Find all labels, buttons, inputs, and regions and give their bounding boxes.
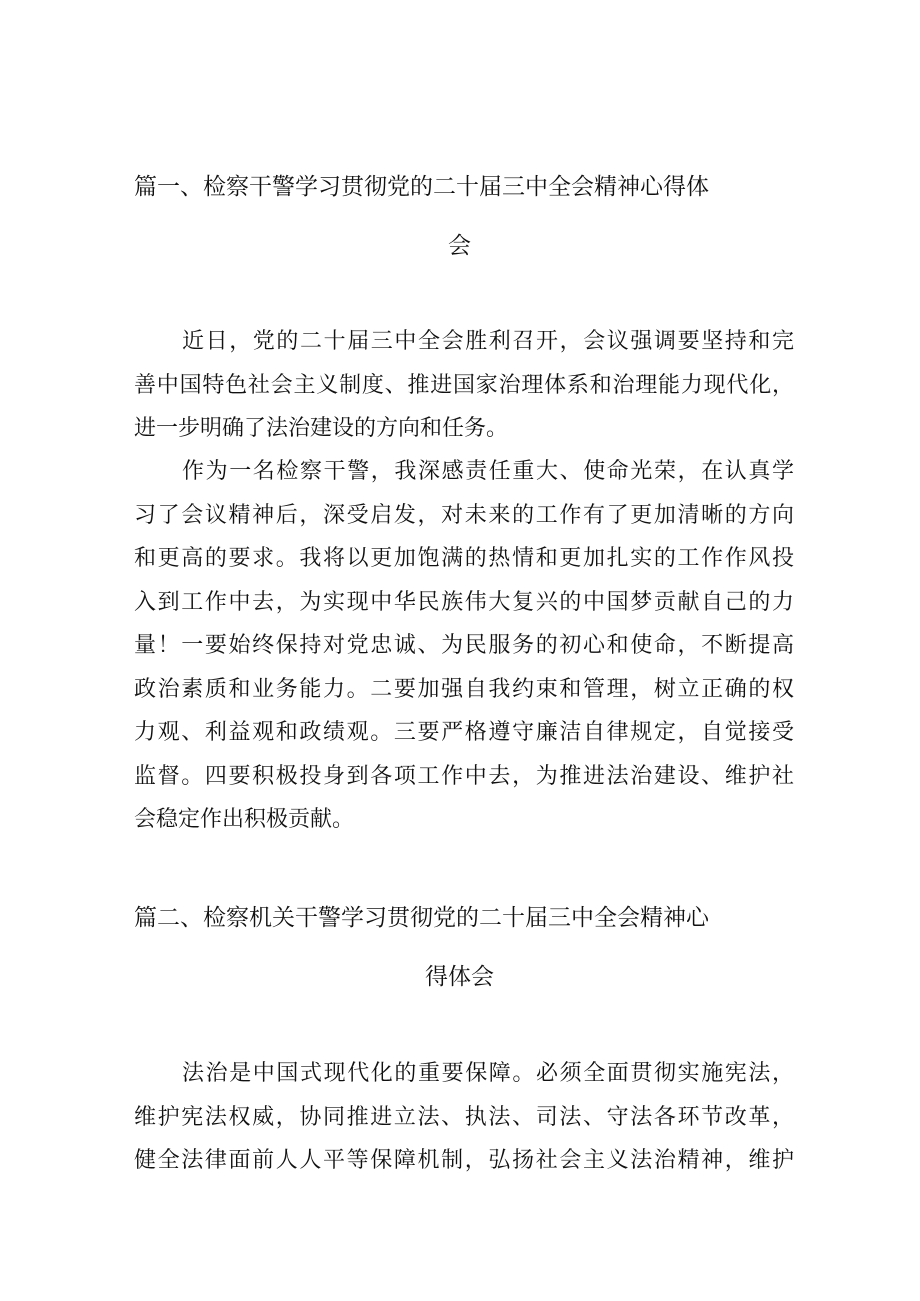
section1-paragraph2	[134, 450, 794, 842]
text-line: 法治是中国式现代化的重要保障。必须全面贯彻实施宪法，	[182, 1061, 794, 1086]
section1-title-line2: 会	[448, 233, 471, 259]
text-line: 政治素质和业务能力。二要加强自我约束和管理，树立正确的权	[134, 676, 794, 702]
text-line: 和更高的要求。我将以更加饱满的热情和更加扎实的工作作风投	[134, 546, 794, 571]
text-line: 入到工作中去，为实现中华民族伟大复兴的中国梦贡献自己的力	[134, 589, 794, 615]
section2-title-line1: 篇二、检察机关干警学习贯彻党的二十届三中全会精神心	[134, 905, 709, 931]
text-line: 健全法律面前人人平等保障机制，弘扬社会主义法治精神，维护	[134, 1148, 794, 1173]
text-line: 进一步明确了法治建设的方向和任务。	[134, 416, 509, 441]
text-line: 量！一要始终保持对党忠诚、为民服务的初心和使命，不断提高	[134, 633, 794, 658]
text-line: 会稳定作出积极贡献。	[134, 807, 355, 832]
text-line: 监督。四要积极投身到各项工作中去，为推进法治建设、维护社	[134, 763, 794, 789]
text-line: 作为一名检察干警，我深感责任重大、使命光荣，在认真学	[182, 459, 794, 484]
section1-paragraph1	[134, 320, 794, 451]
text-line: 善中国特色社会主义制度、推进国家治理体系和治理能力现代化，	[134, 372, 794, 398]
section2-paragraph1	[134, 1052, 794, 1183]
section1-title-line1: 篇一、检察干警学习贯彻党的二十届三中全会精神心得体	[134, 174, 709, 200]
section2-title-line2: 得体会	[425, 964, 494, 990]
text-line: 维护宪法权威，协同推进立法、执法、司法、守法各环节改革，	[134, 1104, 794, 1130]
text-line: 习了会议精神后，深受启发，对未来的工作有了更加清晰的方向	[134, 502, 794, 528]
text-line: 近日，党的二十届三中全会胜利召开，会议强调要坚持和完	[182, 329, 794, 354]
text-line: 力观、利益观和政绩观。三要严格遵守廉洁自律规定，自觉接受	[134, 720, 794, 745]
